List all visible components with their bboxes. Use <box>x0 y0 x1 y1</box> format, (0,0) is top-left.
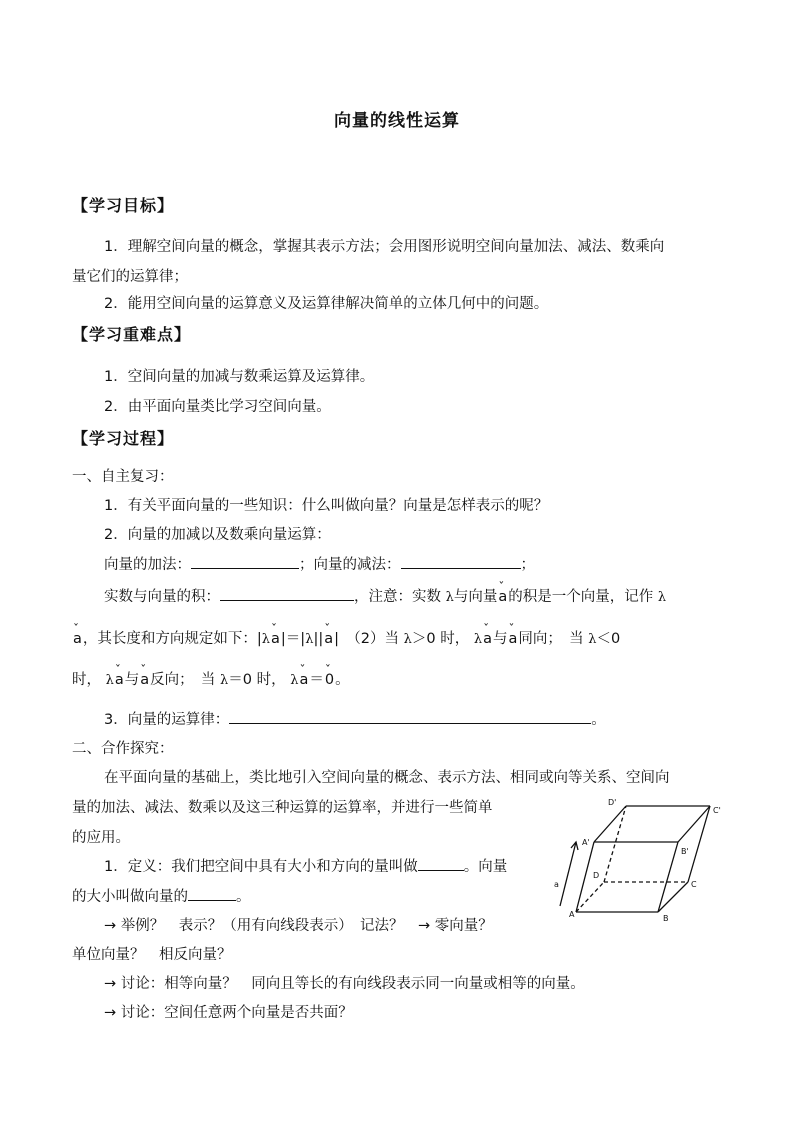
explore-paragraph-line-3: 的应用。 <box>72 830 130 846</box>
review-rule-line-2 <box>72 668 350 689</box>
lambda-symbol: λ <box>403 632 412 647</box>
vector-a: ˇ a <box>114 672 125 688</box>
vector-a: ˇ a <box>139 672 150 688</box>
review-rule-line <box>72 627 620 648</box>
label-A: A <box>569 910 575 919</box>
review-question-2: 2．向量的加减以及数乘向量运算： <box>104 527 331 543</box>
goal-item-1-line-1: 1．理解空间向量的概念，掌握其表示方法；会用图形说明空间向量加法、减法、数乘向 <box>104 239 665 255</box>
q3-label: 3．向量的运算律： <box>104 712 230 728</box>
vector-a: ˇ a <box>507 631 518 647</box>
period: 。 <box>335 672 350 688</box>
law-blank[interactable] <box>229 709 591 724</box>
rule-text-3: || <box>313 631 324 647</box>
vector-a: ˇ a <box>497 589 508 605</box>
label-C1: C' <box>713 806 721 815</box>
period: 。 <box>591 712 606 728</box>
section-heading-difficulty: 【学习重难点】 <box>72 325 192 344</box>
explore-arrow-1-continued: 单位向量？ 相反向量？ <box>72 947 232 963</box>
product-blank[interactable] <box>220 586 354 601</box>
definition-line <box>104 855 507 876</box>
rule-text-5: ＞0 时， <box>411 631 470 647</box>
add-blank[interactable] <box>191 554 299 569</box>
rule-text-11: 反向； 当 <box>150 672 216 688</box>
definition-blank-2[interactable] <box>188 886 236 901</box>
vector-a: ˇ a <box>298 672 309 688</box>
explore-paragraph-line-2: 量的加法、减法、数乘以及这三种运算的运算率，并进行一些简单 <box>72 800 493 816</box>
product-note-c: 的积是一个向量，记作 <box>508 589 654 605</box>
review-product-line <box>104 585 666 606</box>
lambda-symbol: λ <box>445 590 454 605</box>
lambda-symbol: λ <box>105 673 114 688</box>
rule-text-7: 同向； 当 <box>518 631 584 647</box>
rule-text-2: |＝| <box>280 631 306 647</box>
section-heading-goals: 【学习目标】 <box>72 196 175 215</box>
rule-text-6: 与 <box>492 631 508 647</box>
goal-item-1-line-2: 量它们的运算律； <box>72 269 188 285</box>
sub-blank[interactable] <box>401 554 521 569</box>
goal-item-2: 2．能用空间向量的运算意义及运算律解决简单的立体几何中的问题。 <box>104 296 549 312</box>
explore-heading: 二、合作探究： <box>72 741 174 757</box>
page-title: 向量的线性运算 <box>334 111 460 131</box>
product-label: 实数与向量的积： <box>104 589 220 605</box>
vector-a: ˇ a <box>482 631 493 647</box>
lambda-symbol: λ <box>473 632 483 647</box>
rule-text-8: ＜0 <box>596 631 621 647</box>
vector-a: ˇ a <box>270 631 281 647</box>
difficulty-item-1: 1．空间向量的加减与数乘运算及运算律。 <box>104 369 375 385</box>
rule-text-10: 与 <box>124 672 140 688</box>
lambda-symbol: λ <box>657 590 667 605</box>
lambda-symbol: λ <box>588 632 597 647</box>
sub-label: ；向量的减法： <box>299 557 401 573</box>
label-D: D <box>593 871 600 880</box>
explore-arrow-2: → 讨论：相等向量？ 同向且等长的有向线段表示同一向量或相等的向量。 <box>104 976 585 992</box>
rule-text-1: ，其长度和方向规定如下：| <box>82 631 262 647</box>
label-C: C <box>691 880 697 889</box>
label-A1: A' <box>582 838 590 847</box>
definition-line-2 <box>72 885 251 906</box>
product-note-b: 与向量 <box>453 589 498 605</box>
definition-blank-1[interactable] <box>418 856 464 871</box>
vector-a: ˇ a <box>323 631 334 647</box>
explore-arrow-3: → 讨论：空间任意两个向量是否共面？ <box>104 1005 353 1021</box>
semicolon: ； <box>520 557 535 573</box>
explore-arrow-1: → 举例？ 表示？（用有向线段表示） 记法？ → 零向量？ <box>104 918 493 934</box>
review-question-1: 1．有关平面向量的一些知识：什么叫做向量？向量是怎样表示的呢？ <box>104 498 549 514</box>
review-heading: 一、自主复习： <box>72 469 174 485</box>
parallelepiped-figure <box>548 796 728 926</box>
add-label: 向量的加法： <box>104 557 191 573</box>
rule-text-9: 时， <box>72 672 101 688</box>
lambda-symbol: λ <box>220 673 229 688</box>
review-question-3 <box>104 708 606 729</box>
label-vector-a: a <box>554 880 559 889</box>
rule-text-4: | （2）当 <box>334 631 399 647</box>
definition-text-b: 。向量 <box>463 859 508 875</box>
definition-text-a: 1．定义：我们把空间中具有大小和方向的量叫做 <box>104 859 418 875</box>
vector-a: ˇ a <box>72 631 83 647</box>
explore-paragraph-line-1: 在平面向量的基础上，类比地引入空间向量的概念、表示方法、相同或向等关系、空间向 <box>104 770 670 786</box>
lambda-symbol: λ <box>305 632 314 647</box>
definition-text-c: 的大小叫做向量的 <box>72 889 188 905</box>
rule-text-12: ＝0 时， <box>228 672 286 688</box>
review-add-sub-line <box>104 553 535 574</box>
difficulty-item-2: 2．由平面向量类比学习空间向量。 <box>104 399 331 415</box>
rule-text-13: ＝ <box>309 672 324 688</box>
product-note-a: ，注意：实数 <box>354 589 441 605</box>
lambda-symbol: λ <box>261 632 271 647</box>
zero-vector: ˇ 0 <box>324 672 335 688</box>
lambda-symbol: λ <box>290 673 299 688</box>
section-heading-process: 【学习过程】 <box>72 429 175 448</box>
definition-text-d: 。 <box>236 889 251 905</box>
label-D1: D' <box>608 798 617 807</box>
label-B: B <box>663 914 669 923</box>
label-B1: B' <box>681 847 689 856</box>
